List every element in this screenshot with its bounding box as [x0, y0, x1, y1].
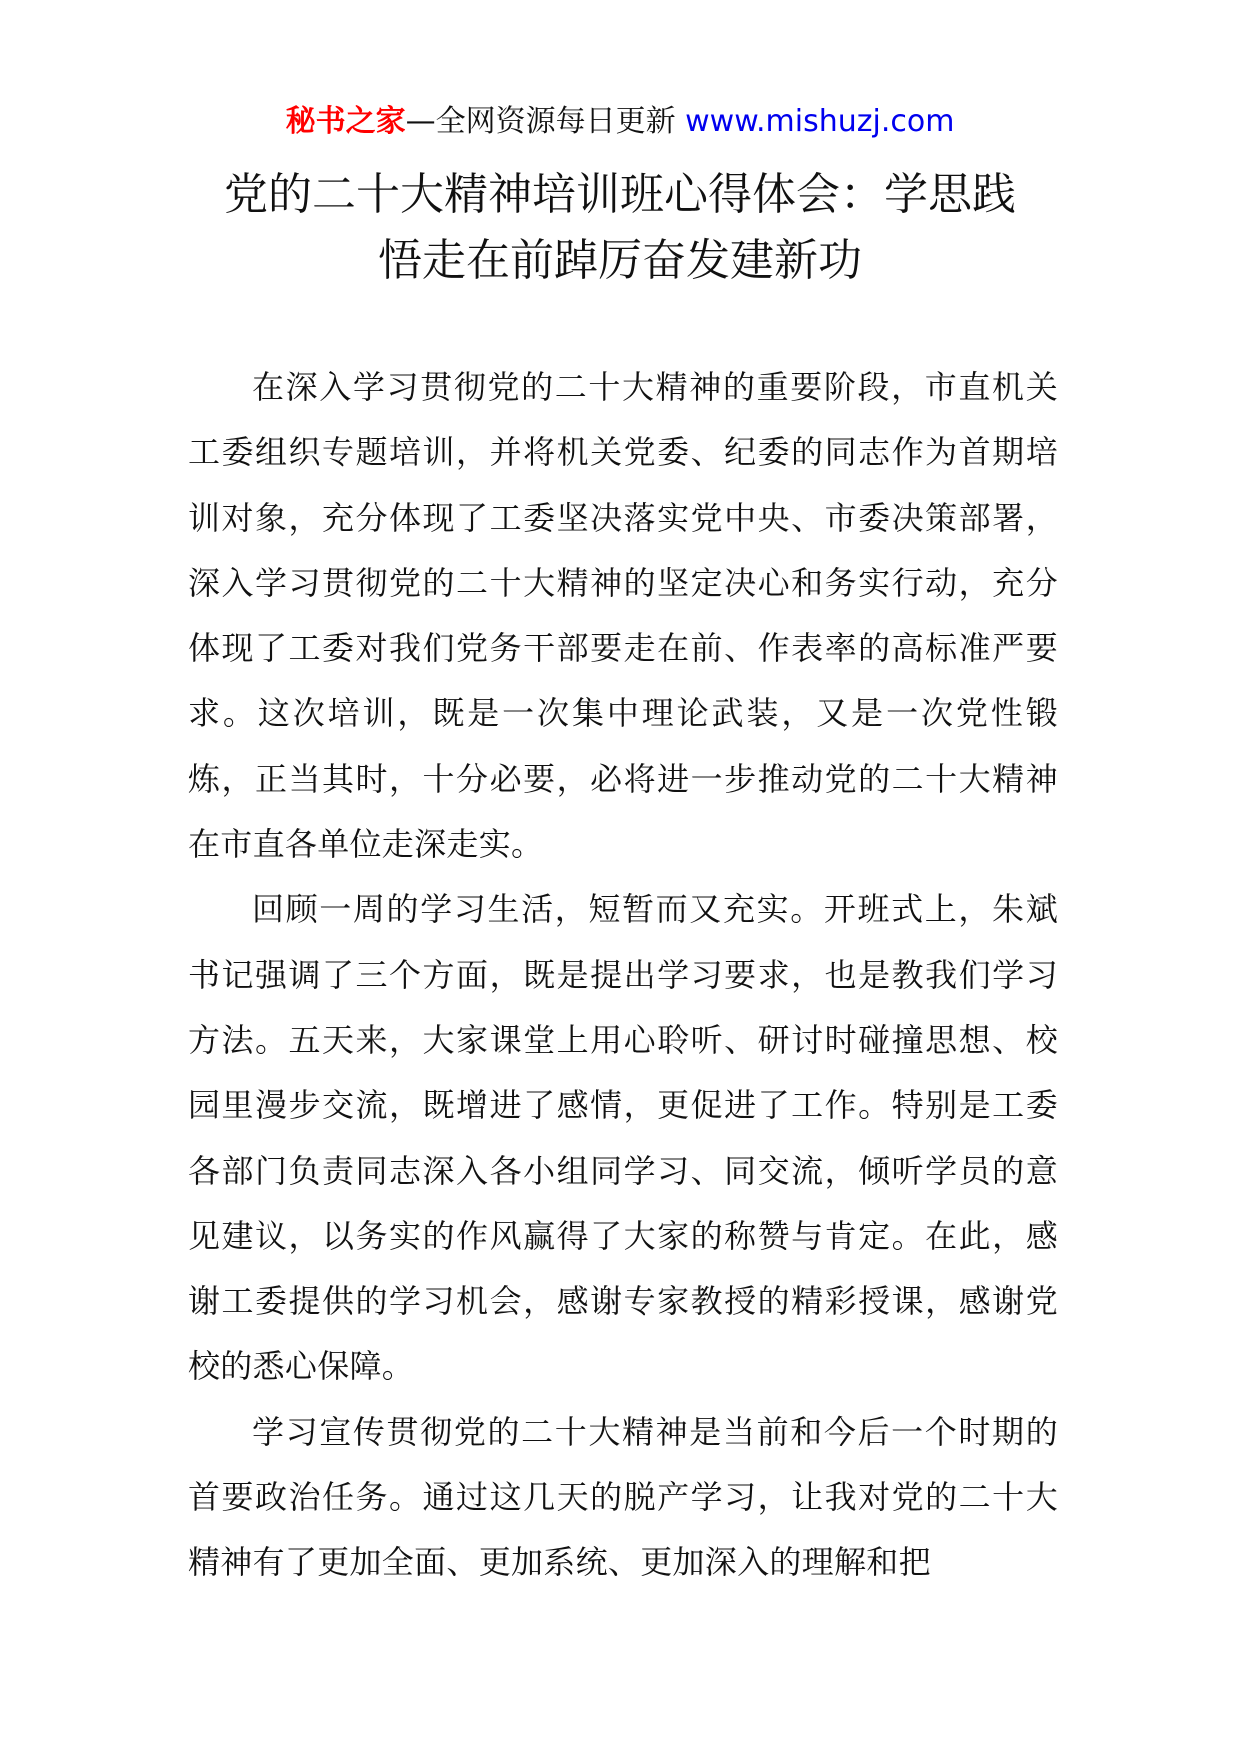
document-title-line-2: 悟走在前踔厉奋发建新功 [378, 235, 862, 286]
site-header [0, 100, 1240, 144]
site-tagline: —全网资源每日更新 [405, 104, 686, 139]
site-url-link[interactable]: www.mishuzj.com [685, 104, 955, 139]
paragraph-1: 在深入学习贯彻党的二十大精神的重要阶段，市直机关工委组织专题培训，并将机关党委、纪委的同志作为首期培训对象，充分体现了工委坚决落实党中央、市委决策部署，深入学习贯彻党的二十大精神的坚定决心和务实行动，充分体现了工委对我们党务干部要走在前、作表率的高标准严要求。这次培训，既是一次集中理论武装，又是一次党性锻炼，正当其时，十分必要，必将进一步推动党的二十大精神在市直各单位走深走实。 [188, 368, 1058, 864]
document-body [188, 355, 1058, 1596]
site-brand: 秘书之家 [285, 104, 406, 139]
paragraph-3: 学习宣传贯彻党的二十大精神是当前和今后一个时期的首要政治任务。通过这几天的脱产学习，让我对党的二十大精神有了更加全面、更加系统、更加深入的理解和把 [188, 1412, 1058, 1582]
paragraph-2: 回顾一周的学习生活，短暂而又充实。开班式上，朱斌书记强调了三个方面，既是提出学习要求，也是教我们学习方法。五天来，大家课堂上用心聆听、研讨时碰撞思想、校园里漫步交流，既增进了感情，更促进了工作。特别是工委各部门负责同志深入各小组同学习、同交流，倾听学员的意见建议，以务实的作风赢得了大家的称赞与肯定。在此，感谢工委提供的学习机会，感谢专家教授的精彩授课，感谢党校的悉心保障。 [188, 890, 1058, 1386]
document-title [150, 162, 1090, 294]
document-title-line-1: 党的二十大精神培训班心得体会：学思践 [224, 169, 1016, 220]
